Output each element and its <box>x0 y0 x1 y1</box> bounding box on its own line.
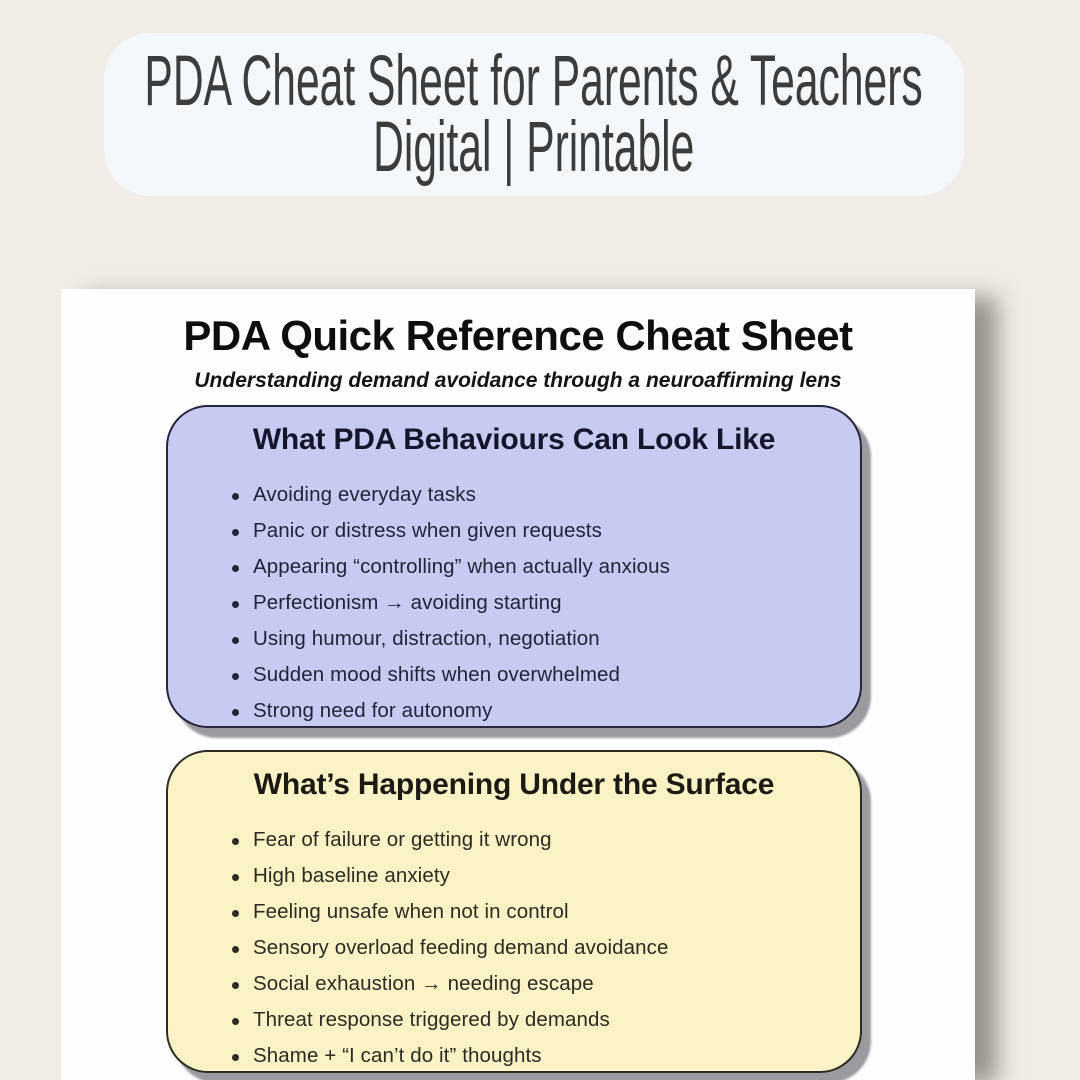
bullet-icon <box>232 565 239 572</box>
list-item <box>232 1038 840 1074</box>
banner-title-line1: PDA Cheat Sheet for Parents & Teachers <box>144 41 924 121</box>
bullet-icon <box>232 601 239 608</box>
bullet-icon <box>232 1018 239 1025</box>
banner-title-line2: Digital | Printable <box>373 107 695 187</box>
list-item <box>232 549 840 585</box>
bullet-icon <box>232 673 239 680</box>
bullet-icon <box>232 946 239 953</box>
bullet-icon <box>232 838 239 845</box>
list-item-text: Sudden mood shifts when overwhelmed <box>253 663 621 686</box>
list-item-text: High baseline anxiety <box>253 864 450 887</box>
list-item-text: Panic or distress when given requests <box>253 519 602 542</box>
section-behaviours-list <box>168 477 860 729</box>
list-item-text: Perfectionism → avoiding starting <box>253 591 562 614</box>
page-title: PDA Quick Reference Cheat Sheet <box>183 312 853 359</box>
list-item <box>232 513 840 549</box>
list-item-text: Threat response triggered by demands <box>253 1008 610 1031</box>
list-item <box>232 930 840 966</box>
list-item-text: Social exhaustion → needing escape <box>253 972 594 995</box>
list-item <box>232 477 840 513</box>
list-item <box>232 822 840 858</box>
section-under-the-surface <box>166 750 862 1073</box>
section-under-the-surface-heading: What’s Happening Under the Surface <box>253 768 775 801</box>
bullet-icon <box>232 709 239 716</box>
page-subtitle: Understanding demand avoidance through a neuroaffirming lens <box>194 369 842 392</box>
bullet-icon <box>232 1054 239 1061</box>
bullet-icon <box>232 982 239 989</box>
list-item <box>232 858 840 894</box>
list-item <box>232 966 840 1002</box>
list-item <box>232 621 840 657</box>
list-item <box>232 693 840 729</box>
list-item <box>232 657 840 693</box>
list-item <box>232 1002 840 1038</box>
list-item-text: Sensory overload feeding demand avoidance <box>253 936 669 959</box>
list-item-text: Avoiding everyday tasks <box>253 483 476 506</box>
bullet-icon <box>232 637 239 644</box>
title-banner <box>104 33 964 196</box>
list-item-text: Feeling unsafe when not in control <box>253 900 569 923</box>
document-page <box>61 289 975 1080</box>
list-item-text: Fear of failure or getting it wrong <box>253 828 552 851</box>
list-item <box>232 894 840 930</box>
bullet-icon <box>232 493 239 500</box>
bullet-icon <box>232 529 239 536</box>
list-item-text: Shame + “I can’t do it” thoughts <box>253 1044 542 1067</box>
list-item-text: Using humour, distraction, negotiation <box>253 627 600 650</box>
list-item <box>232 585 840 621</box>
bullet-icon <box>232 874 239 881</box>
list-item-text: Appearing “controlling” when actually anxious <box>253 555 671 578</box>
list-item-text: Strong need for autonomy <box>253 699 493 722</box>
section-under-the-surface-list <box>168 822 860 1074</box>
section-behaviours-heading: What PDA Behaviours Can Look Like <box>252 423 776 456</box>
bullet-icon <box>232 910 239 917</box>
section-behaviours <box>166 405 862 728</box>
